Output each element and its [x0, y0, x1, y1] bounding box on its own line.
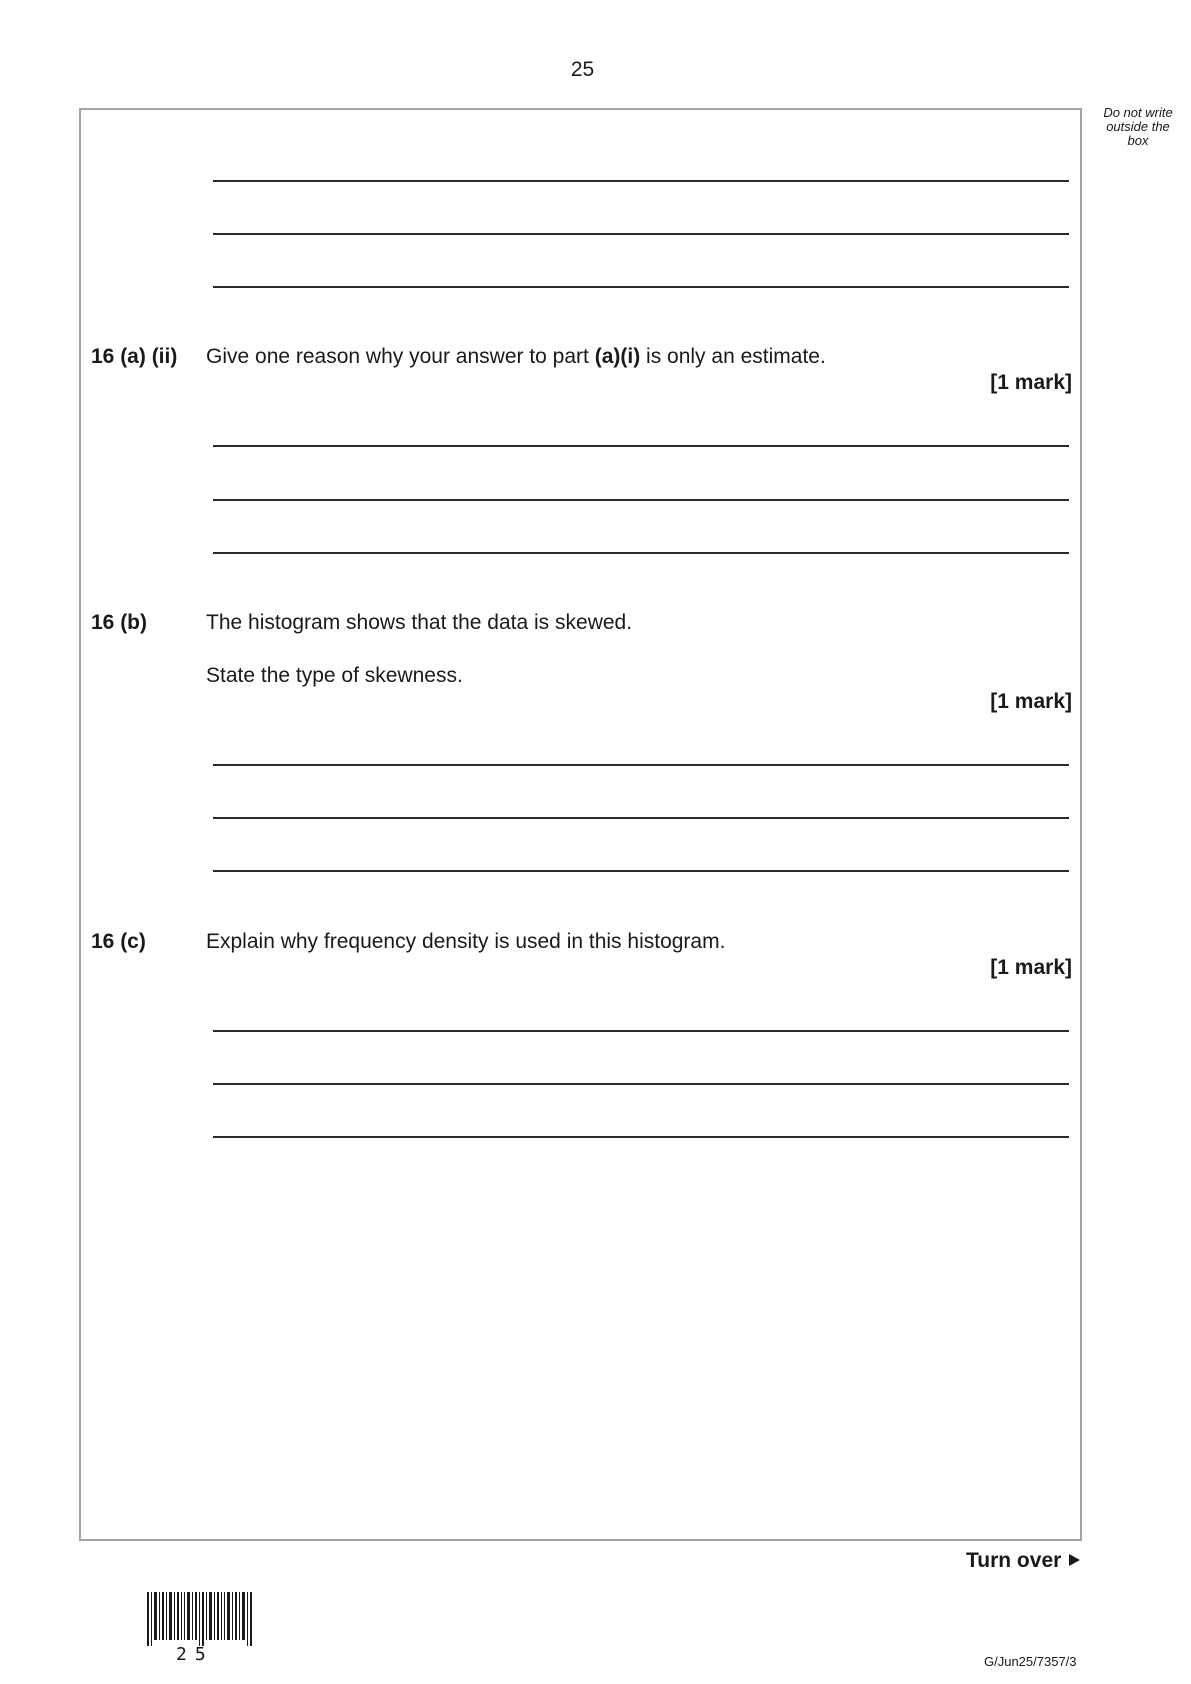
answer-line[interactable]	[213, 445, 1069, 447]
question-text: The histogram shows that the data is skewed.	[206, 611, 633, 634]
answer-line[interactable]	[213, 552, 1069, 554]
answer-line[interactable]	[213, 764, 1069, 766]
question-text-bold: (a)(i)	[594, 345, 641, 368]
question-text: State the type of skewness.	[206, 664, 463, 687]
answer-line[interactable]	[213, 286, 1069, 288]
answer-line[interactable]	[213, 1136, 1069, 1138]
answer-line[interactable]	[213, 1083, 1069, 1085]
turn-over-label	[966, 1549, 1080, 1573]
arrow-right-icon	[1069, 1554, 1080, 1566]
question-number: 16 (c)	[91, 930, 146, 953]
margin-note	[1093, 106, 1183, 148]
barcode-number: 25	[176, 1644, 214, 1665]
answer-line[interactable]	[213, 817, 1069, 819]
answer-line[interactable]	[213, 499, 1069, 501]
turn-over-text: Turn over	[966, 1549, 1062, 1572]
question-number: 16 (b)	[91, 611, 148, 634]
barcode-icon	[147, 1592, 255, 1646]
answer-line[interactable]	[213, 1030, 1069, 1032]
question-text	[206, 345, 826, 369]
answer-line[interactable]	[213, 870, 1069, 872]
paper-code: G/Jun25/7357/3	[984, 1654, 1077, 1669]
question-number: 16 (a) (ii)	[91, 345, 178, 368]
answer-box	[79, 108, 1082, 1541]
marks-label: [1 mark]	[990, 690, 1072, 713]
page-number: 25	[570, 58, 595, 81]
question-text: Explain why frequency density is used in this histogram.	[206, 930, 726, 953]
marks-label: [1 mark]	[990, 956, 1072, 979]
margin-note-line: box	[1127, 133, 1149, 148]
question-text-part: Give one reason why your answer to part	[206, 345, 595, 368]
marks-label: [1 mark]	[990, 371, 1072, 394]
margin-note-line: Do not write	[1103, 105, 1173, 120]
question-text-part: is only an estimate.	[640, 345, 826, 368]
margin-note-line: outside the	[1106, 119, 1170, 134]
answer-line[interactable]	[213, 233, 1069, 235]
answer-line[interactable]	[213, 180, 1069, 182]
